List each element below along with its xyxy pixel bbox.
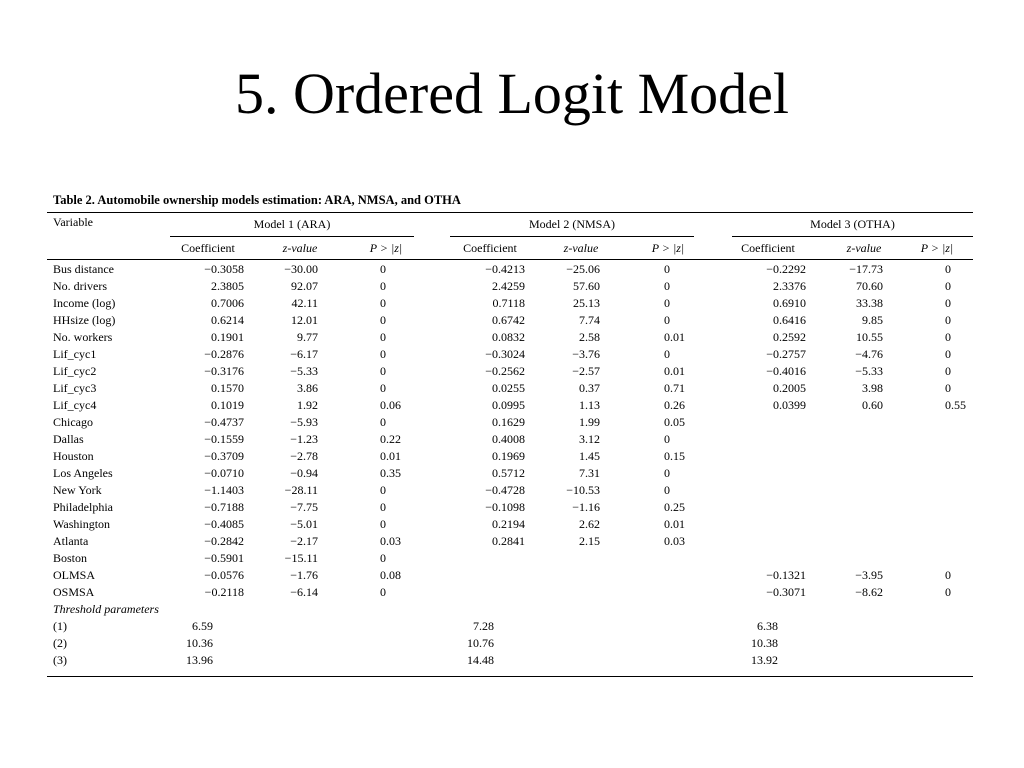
p-value-cell: 0.05 <box>664 415 685 429</box>
coefficient-cell: 0.4008 <box>492 432 525 446</box>
z-value-cell: 7.74 <box>579 313 600 327</box>
z-value-cell: 2.15 <box>579 534 600 548</box>
coefficient-cell: −0.0576 <box>204 568 244 582</box>
model1-header: Model 1 (ARA) <box>253 217 331 231</box>
p-value-cell: 0.01 <box>664 330 685 344</box>
threshold-label: (1) <box>53 619 67 633</box>
p-value-cell: 0 <box>664 279 670 293</box>
row-label: OSMSA <box>53 585 95 599</box>
row-label: Lif_cyc4 <box>53 398 97 412</box>
z-value-cell: −1.16 <box>572 500 600 514</box>
z-value-cell: 3.98 <box>862 381 883 395</box>
z-value-cell: 12.01 <box>291 313 318 327</box>
coefficient-cell: −0.1321 <box>766 568 806 582</box>
coefficient-cell: 0.2194 <box>492 517 525 531</box>
coefficient-cell: −0.3058 <box>204 262 244 276</box>
row-label: Lif_cyc3 <box>53 381 97 395</box>
p-value-cell: 0 <box>945 330 951 344</box>
threshold-label: (2) <box>53 636 67 650</box>
coefficient-cell: −0.2292 <box>766 262 806 276</box>
row-label: No. workers <box>53 330 113 344</box>
threshold-value: 13.96 <box>186 653 213 667</box>
z-value-cell: −3.95 <box>855 568 883 582</box>
p-value-cell: 0 <box>945 279 951 293</box>
p-value-header: P > |z| <box>651 241 685 255</box>
z-value-header: z-value <box>563 241 599 255</box>
p-value-cell: 0 <box>380 262 386 276</box>
z-value-cell: −2.17 <box>290 534 318 548</box>
coefficient-cell: 0.2841 <box>492 534 525 548</box>
model2-header-rule <box>450 236 694 237</box>
threshold-value: 13.92 <box>751 653 778 667</box>
row-label: Houston <box>53 449 94 463</box>
coefficient-cell: −0.4737 <box>204 415 244 429</box>
p-value-cell: 0 <box>380 483 386 497</box>
coefficient-cell: 0.6214 <box>211 313 244 327</box>
row-label: Income (log) <box>53 296 116 310</box>
z-value-cell: 9.85 <box>862 313 883 327</box>
coefficient-cell: 0.7118 <box>492 296 525 310</box>
model3-header: Model 3 (OTHA) <box>810 217 895 231</box>
p-value-cell: 0.55 <box>945 398 966 412</box>
p-value-cell: 0 <box>945 568 951 582</box>
coefficient-cell: −0.7188 <box>204 500 244 514</box>
p-value-cell: 0 <box>380 517 386 531</box>
model3-header-rule <box>732 236 973 237</box>
z-value-cell: 1.13 <box>579 398 600 412</box>
row-label: Dallas <box>53 432 84 446</box>
z-value-cell: −6.17 <box>290 347 318 361</box>
z-value-header: z-value <box>282 241 318 255</box>
p-value-cell: 0 <box>664 483 670 497</box>
row-label: Philadelphia <box>53 500 113 514</box>
coefficient-cell: −0.2562 <box>485 364 525 378</box>
p-value-cell: 0 <box>945 381 951 395</box>
coefficient-cell: 0.7006 <box>211 296 244 310</box>
z-value-cell: −25.06 <box>566 262 600 276</box>
p-value-cell: 0.71 <box>664 381 685 395</box>
coefficient-cell: 0.6910 <box>773 296 806 310</box>
p-value-cell: 0 <box>664 313 670 327</box>
z-value-cell: 9.77 <box>297 330 318 344</box>
coefficient-header: Coefficient <box>463 241 517 255</box>
z-value-cell: 1.99 <box>579 415 600 429</box>
coefficient-cell: −0.2757 <box>766 347 806 361</box>
slide-title: 5. Ordered Logit Model <box>234 61 790 126</box>
row-label: New York <box>53 483 102 497</box>
p-value-cell: 0 <box>380 551 386 565</box>
p-value-cell: 0 <box>380 585 386 599</box>
coefficient-cell: 0.2005 <box>773 381 806 395</box>
p-value-header: P > |z| <box>920 241 954 255</box>
coefficient-cell: −0.4016 <box>766 364 806 378</box>
coefficient-cell: −0.0710 <box>204 466 244 480</box>
model1-header-rule <box>170 236 414 237</box>
z-value-cell: 25.13 <box>573 296 600 310</box>
threshold-parameters-label: Threshold parameters <box>53 602 159 616</box>
z-value-cell: −17.73 <box>849 262 883 276</box>
bottom-rule <box>47 676 973 677</box>
coefficient-cell: −1.1403 <box>204 483 244 497</box>
p-value-cell: 0.01 <box>380 449 401 463</box>
coefficient-cell: −0.2876 <box>204 347 244 361</box>
z-value-cell: 2.62 <box>579 517 600 531</box>
row-label: No. drivers <box>53 279 107 293</box>
coefficient-cell: 0.1629 <box>492 415 525 429</box>
p-value-cell: 0 <box>380 381 386 395</box>
coefficient-cell: −0.1559 <box>204 432 244 446</box>
threshold-value: 7.28 <box>473 619 494 633</box>
p-value-cell: 0 <box>945 347 951 361</box>
z-value-cell: 3.86 <box>297 381 318 395</box>
z-value-cell: −28.11 <box>284 483 318 497</box>
p-value-cell: 0.03 <box>380 534 401 548</box>
threshold-value: 6.59 <box>192 619 213 633</box>
p-value-cell: 0 <box>945 313 951 327</box>
p-value-cell: 0.01 <box>664 517 685 531</box>
threshold-value: 6.38 <box>757 619 778 633</box>
z-value-cell: 2.58 <box>579 330 600 344</box>
coefficient-cell: −0.3176 <box>204 364 244 378</box>
p-value-cell: 0 <box>380 364 386 378</box>
variable-header: Variable <box>53 215 93 229</box>
p-value-cell: 0 <box>380 415 386 429</box>
coefficient-cell: 0.1019 <box>211 398 244 412</box>
p-value-cell: 0 <box>664 466 670 480</box>
coefficient-cell: 0.2592 <box>773 330 806 344</box>
p-value-cell: 0 <box>664 262 670 276</box>
threshold-value: 10.36 <box>186 636 213 650</box>
coefficient-cell: 0.6742 <box>492 313 525 327</box>
p-value-cell: 0.03 <box>664 534 685 548</box>
p-value-cell: 0.15 <box>664 449 685 463</box>
coefficient-cell: 0.0832 <box>492 330 525 344</box>
threshold-value: 10.76 <box>467 636 494 650</box>
z-value-cell: 0.60 <box>862 398 883 412</box>
p-value-cell: 0 <box>380 279 386 293</box>
coefficient-cell: 2.4259 <box>492 279 525 293</box>
coefficient-cell: −0.2118 <box>204 585 244 599</box>
top-rule <box>47 212 973 213</box>
coefficient-header: Coefficient <box>741 241 795 255</box>
z-value-cell: 10.55 <box>856 330 883 344</box>
model2-header: Model 2 (NMSA) <box>529 217 615 231</box>
p-value-cell: 0 <box>664 296 670 310</box>
coefficient-cell: 2.3376 <box>773 279 806 293</box>
coefficient-cell: 0.0255 <box>492 381 525 395</box>
threshold-value: 14.48 <box>467 653 494 667</box>
z-value-cell: −4.76 <box>855 347 883 361</box>
z-value-header: z-value <box>846 241 882 255</box>
z-value-cell: −5.01 <box>290 517 318 531</box>
coefficient-cell: −0.3709 <box>204 449 244 463</box>
p-value-cell: 0 <box>945 364 951 378</box>
coefficient-cell: 0.1969 <box>492 449 525 463</box>
p-value-cell: 0.01 <box>664 364 685 378</box>
table-caption: Table 2. Automobile ownership models estimation: ARA, NMSA, and OTHA <box>53 193 461 207</box>
p-value-cell: 0.22 <box>380 432 401 446</box>
coefficient-cell: 0.1901 <box>211 330 244 344</box>
z-value-cell: −30.00 <box>284 262 318 276</box>
z-value-cell: −1.23 <box>290 432 318 446</box>
row-label: Washington <box>53 517 111 531</box>
z-value-cell: −5.93 <box>290 415 318 429</box>
z-value-cell: −0.94 <box>290 466 318 480</box>
z-value-cell: −2.78 <box>290 449 318 463</box>
coefficient-cell: −0.3071 <box>766 585 806 599</box>
p-value-cell: 0.08 <box>380 568 401 582</box>
z-value-cell: −7.75 <box>290 500 318 514</box>
row-label: Bus distance <box>53 262 114 276</box>
z-value-cell: −5.33 <box>290 364 318 378</box>
z-value-cell: −8.62 <box>855 585 883 599</box>
row-label: OLMSA <box>53 568 96 582</box>
row-label: Lif_cyc1 <box>53 347 97 361</box>
coefficient-cell: 0.5712 <box>492 466 525 480</box>
p-value-cell: 0.35 <box>380 466 401 480</box>
z-value-cell: −2.57 <box>572 364 600 378</box>
subheader-rule <box>47 259 973 260</box>
coefficient-cell: 0.0995 <box>492 398 525 412</box>
threshold-value: 10.38 <box>751 636 778 650</box>
coefficient-cell: 0.0399 <box>773 398 806 412</box>
coefficient-cell: −0.4728 <box>485 483 525 497</box>
z-value-cell: −15.11 <box>284 551 318 565</box>
z-value-cell: 3.12 <box>579 432 600 446</box>
row-label: Lif_cyc2 <box>53 364 97 378</box>
p-value-cell: 0 <box>664 432 670 446</box>
z-value-cell: 42.11 <box>291 296 318 310</box>
p-value-cell: 0 <box>945 296 951 310</box>
row-label: Chicago <box>53 415 93 429</box>
z-value-cell: 33.38 <box>856 296 883 310</box>
p-value-cell: 0 <box>380 500 386 514</box>
coefficient-cell: −0.5901 <box>204 551 244 565</box>
p-value-cell: 0 <box>380 347 386 361</box>
coefficient-cell: −0.3024 <box>485 347 525 361</box>
coefficient-cell: −0.4085 <box>204 517 244 531</box>
coefficient-cell: 0.6416 <box>773 313 806 327</box>
coefficient-cell: 0.1570 <box>211 381 244 395</box>
p-value-cell: 0.06 <box>380 398 401 412</box>
z-value-cell: 7.31 <box>579 466 600 480</box>
row-label: Atlanta <box>53 534 89 548</box>
row-label: HHsize (log) <box>53 313 116 327</box>
p-value-cell: 0 <box>664 347 670 361</box>
z-value-cell: −3.76 <box>572 347 600 361</box>
z-value-cell: 1.92 <box>297 398 318 412</box>
z-value-cell: 1.45 <box>579 449 600 463</box>
row-label: Los Angeles <box>53 466 113 480</box>
z-value-cell: −6.14 <box>290 585 318 599</box>
z-value-cell: 0.37 <box>579 381 600 395</box>
p-value-cell: 0 <box>945 262 951 276</box>
coefficient-header: Coefficient <box>181 241 235 255</box>
z-value-cell: −5.33 <box>855 364 883 378</box>
threshold-label: (3) <box>53 653 67 667</box>
coefficient-cell: −0.4213 <box>485 262 525 276</box>
coefficient-cell: −0.2842 <box>204 534 244 548</box>
p-value-cell: 0.26 <box>664 398 685 412</box>
z-value-cell: 57.60 <box>573 279 600 293</box>
p-value-cell: 0.25 <box>664 500 685 514</box>
p-value-cell: 0 <box>380 296 386 310</box>
z-value-cell: −1.76 <box>290 568 318 582</box>
coefficient-cell: 2.3805 <box>211 279 244 293</box>
z-value-cell: 92.07 <box>291 279 318 293</box>
coefficient-cell: −0.1098 <box>485 500 525 514</box>
p-value-header: P > |z| <box>369 241 403 255</box>
z-value-cell: 70.60 <box>856 279 883 293</box>
p-value-cell: 0 <box>380 330 386 344</box>
p-value-cell: 0 <box>380 313 386 327</box>
p-value-cell: 0 <box>945 585 951 599</box>
row-label: Boston <box>53 551 88 565</box>
z-value-cell: −10.53 <box>566 483 600 497</box>
